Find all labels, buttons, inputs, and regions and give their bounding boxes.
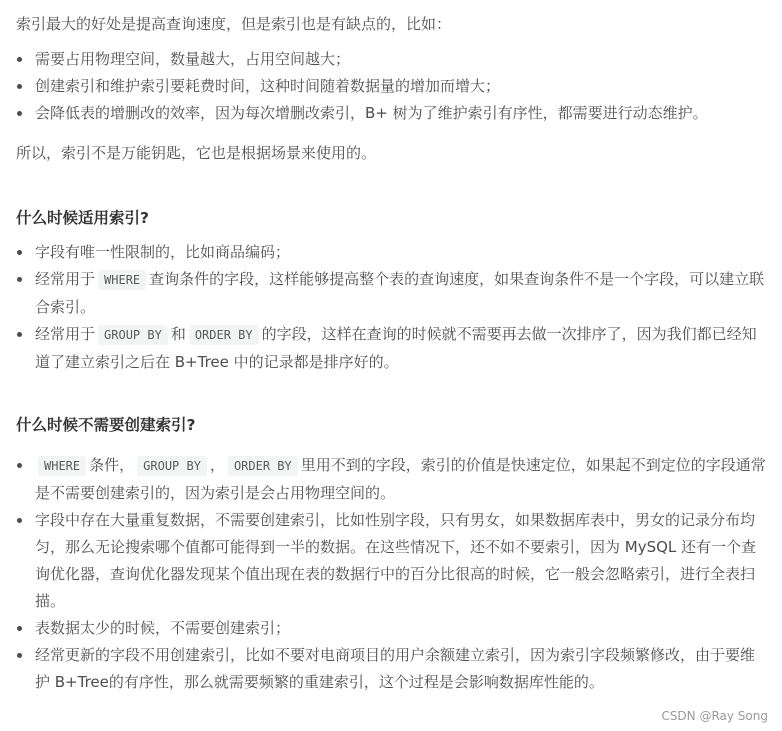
when-not-needed-heading: 什么时候不需要创建索引?	[16, 416, 196, 434]
bullet-icon	[17, 277, 22, 282]
list-item	[16, 507, 768, 615]
list-item-text: 查询条件的字段，这样能够提高整个表的查询速度，如果查询条件不是一个字段，可以建立联合索引。	[35, 270, 765, 316]
intro-paragraph: 索引最大的好处是提高查询速度，但是索引也是有缺点的，比如：	[16, 15, 452, 33]
inline-code: WHERE	[38, 456, 86, 476]
list-item-text: 条件，	[89, 456, 135, 474]
list-item-text: 字段有唯一性限制的，比如商品编码；	[35, 243, 291, 261]
watermark: CSDN @Ray Song	[661, 709, 768, 723]
bullet-icon	[17, 518, 22, 523]
bullet-icon	[17, 57, 22, 62]
list-item-text: 经常用于	[35, 270, 96, 288]
inline-code: WHERE	[98, 270, 146, 290]
list-item-text: 里用不到的字段，索引的价值是快速定位，如果起不到定位的字段通常是不需要创建索引的，因为索引是会占用物理空间的。	[35, 456, 766, 502]
bullet-icon	[17, 84, 22, 89]
list-item	[16, 615, 768, 642]
list-item-text: ，	[209, 456, 225, 474]
list-item-text: 字段中存在大量重复数据，不需要创建索引，比如性别字段，只有男女，如果数据库表中，男女的记录分布均匀，那么无论搜索哪个值都可能得到一半的数据。在这些情况下，还不如不要索引，因为 MySQL 还有一个查询优化器，查询优化器发现某个值出现在表的数据行中的百分比很高的时候，它一般会忽略索引，进行全表扫描。	[35, 511, 757, 610]
bullet-icon	[17, 332, 22, 337]
inline-code: GROUP BY	[137, 456, 207, 476]
list-item-text: 经常用于	[35, 325, 96, 343]
article-body	[16, 10, 768, 696]
bullet-icon	[17, 463, 22, 468]
drawbacks-list	[16, 46, 768, 127]
list-item	[16, 46, 768, 73]
inline-code: ORDER BY	[228, 456, 298, 476]
list-item-text: 需要占用物理空间，数量越大，占用空间越大；	[35, 50, 351, 68]
summary-paragraph: 所以，索引不是万能钥匙，它也是根据场景来使用的。	[16, 144, 377, 162]
list-item-text: 表数据太少的时候，不需要创建索引；	[35, 619, 291, 637]
list-item	[16, 452, 768, 507]
list-item-text: 经常更新的字段不用创建索引，比如不要对电商项目的用户余额建立索引，因为索引字段频繁修改，由于要维护 B+Tree的有序性，那么就需要频繁的重建索引，这个过程是会影响数据库性能的。	[35, 646, 756, 691]
when-to-use-list	[16, 239, 768, 376]
bullet-icon	[17, 250, 22, 255]
bullet-icon	[17, 626, 22, 631]
when-to-use-heading: 什么时候适用索引?	[16, 209, 149, 227]
list-item-text: 创建索引和维护索引要耗费时间，这种时间随着数据量的增加而增大；	[35, 77, 501, 95]
bullet-icon	[17, 653, 22, 658]
list-item-text: 会降低表的增删改的效率，因为每次增删改索引，B+ 树为了维护索引有序性，都需要进行动态维护。	[35, 104, 708, 122]
list-item	[16, 100, 768, 127]
list-item	[16, 266, 768, 321]
when-not-needed-list	[16, 452, 768, 696]
list-item-text: 和	[170, 325, 186, 343]
inline-code: GROUP BY	[98, 325, 168, 345]
inline-code: ORDER BY	[189, 325, 259, 345]
list-item	[16, 73, 768, 100]
list-item	[16, 321, 768, 376]
list-item-text: 的字段，这样在查询的时候就不需要再去做一次排序了，因为我们都已经知道了建立索引之后在 B+Tree 中的记录都是排序好的。	[35, 325, 757, 371]
list-item	[16, 239, 768, 266]
list-item	[16, 642, 768, 696]
bullet-icon	[17, 111, 22, 116]
